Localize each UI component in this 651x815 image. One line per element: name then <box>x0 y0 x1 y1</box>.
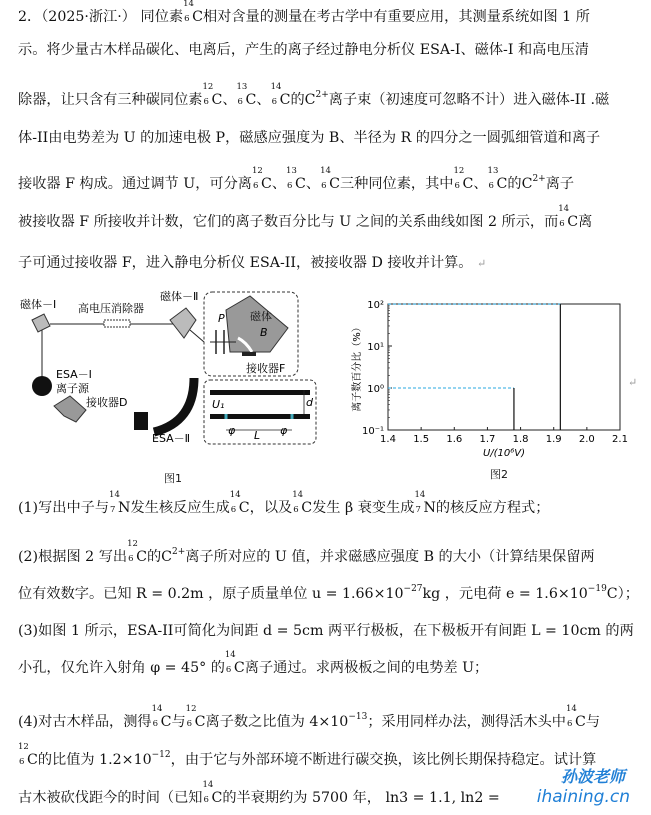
plot-frame <box>388 304 620 430</box>
d-label: d <box>306 396 313 409</box>
return-mark: ↵ <box>628 376 638 389</box>
problem-source: （2025·浙江·） <box>41 9 136 25</box>
question-2-line-2: 位有效数字。已知 R = 0.2m ，原子质量单位 $u = 1.66\times 10^{-27}kg$ ，元电荷 $e = 1.6\times 10^{-19}C$）； <box>18 584 639 602</box>
hv-cleaner-block <box>104 320 130 327</box>
hv-cleaner-label: 高电压消除器 <box>78 302 144 315</box>
question-4-line-2: 12 6 C的比值为 $1.2\times 10^{-12}$，由于它与外部环境不断进行碳交换，该比例长期保持稳定。试计算 <box>18 742 597 768</box>
y-tick-label: 10¹ <box>367 342 384 353</box>
x-tick-label: 1.4 <box>380 434 396 445</box>
isotope-c14: 14 6 C <box>270 82 291 108</box>
x-tick-label: 1.5 <box>413 434 430 445</box>
p-label: P <box>218 312 225 325</box>
problem-number: 2． <box>18 9 42 25</box>
x-tick-label: 1.7 <box>479 434 496 445</box>
u1-label: U₁ <box>212 398 225 411</box>
esa-1-sphere <box>32 376 52 396</box>
esa-1-label: ESA－Ⅰ <box>56 368 92 381</box>
problem-line-6: 被接收器 F 所接收并计数，它们的离子数百分比与 U 之间的关系曲线如图 2 所示，而 14 6 C离 <box>18 204 593 230</box>
isotope-c13: 13 6 C <box>236 82 257 108</box>
magnet-1-label: 磁体－Ⅰ <box>20 298 57 311</box>
question-1: (1)写出中子与 14 7 N发生核反应生成 14 6 C，以及 14 6 C发生 β 衰变生成 14 7 N的核反应方程式； <box>18 490 550 516</box>
l-label: L <box>254 429 261 442</box>
magnet-1-block <box>32 314 50 332</box>
x-tick-label: 2.1 <box>612 434 628 445</box>
ion-source-label: 离子源 <box>56 382 89 395</box>
receiver-d-block <box>134 412 148 430</box>
magnet-2-label: 磁体－Ⅱ <box>160 290 199 303</box>
x-tick-label: 1.6 <box>446 434 463 445</box>
y-tick-label: 10⁰ <box>367 384 384 395</box>
y-tick-label: 10² <box>367 300 384 311</box>
receiver-f-label: 接收器F <box>246 362 286 375</box>
problem-line-7: 子可通过接收器 F，进入静电分析仪 ESA-II，被接收器 D 接收并计算。 ↵ <box>18 255 487 271</box>
problem-line-2: 示。将少量古木样品碳化、电离后，产生的离子经过静电分析仪 ESA-I、磁体-I 和高电压清 <box>18 42 589 58</box>
isotope-c12: 12 6 C <box>202 82 223 108</box>
magnet-2-block <box>170 308 196 338</box>
x-tick-label: 1.9 <box>545 434 562 445</box>
text: 相对含量的测量在考古学中有重要应用，其测量系统如图 1 所 <box>202 9 590 25</box>
isotope-c14: 14 6 C <box>183 0 203 25</box>
question-3-line-2: 小孔，仅允许入射角 φ = 45° 的 14 6 C离子通过。求两极板之间的电势差 U； <box>18 650 489 676</box>
x-tick-label: 1.8 <box>512 434 529 445</box>
figure-1-caption: 图1 <box>164 472 182 485</box>
x-axis-label: U/(10⁶V) <box>482 448 526 459</box>
figure-1-diagram <box>14 282 344 477</box>
ion-source-block <box>54 396 86 422</box>
question-3-line-1: (3)如图 1 所示，ESA-II可简化为间距 d = 5cm 两平行极板，在下极板开有间距 L = 10cm 的两 <box>18 623 634 639</box>
y-axis-label: 离子数百分比（%） <box>352 322 363 412</box>
b-label: B <box>260 326 268 339</box>
figure-2-caption: 图2 <box>490 468 508 481</box>
watermark-brand: 孙波老师 <box>560 767 625 786</box>
question-2-line-1: (2)根据图 2 写出 12 6 C的$C^{2+}$离子所对应的 U 值，并求磁感应强度 B 的大小（计算结果保留两 <box>18 539 595 565</box>
problem-line-1 <box>18 0 633 28</box>
y-tick-label: 10⁻¹ <box>361 426 384 437</box>
x-tick-label: 2.0 <box>578 434 595 445</box>
phi-right-label: φ <box>280 424 288 437</box>
watermark-site: ihaining.cn <box>536 787 630 807</box>
magnet-inset-label: 磁体 <box>250 310 272 323</box>
question-4-line-1: (4)对古木样品，测得 14 6 C与 12 6 C离子数之比值为 $4\times 10^{-13}$；采用同样办法，测得活木头中 14 6 C与 <box>18 704 601 730</box>
problem-line-5: 接收器 F 构成。通过调节 U，可分离 12 6 C、 13 6 C、 14 6 C三种同位素，其中 12 6 C、 13 6 C的$C^{2+}$离子 <box>18 166 575 192</box>
figure-2-chart <box>348 282 633 477</box>
text: 同位素 <box>140 9 184 25</box>
phi-left-label: φ <box>228 424 236 437</box>
problem-line-3: 除器，让只含有三种碳同位素 12 6 C、 13 6 C、 14 6 C的$C^{2+}$离子束（初速度可忽略不计）进入磁体-II .磁 <box>18 84 633 111</box>
problem-line-4: 体-II由电势差为 U 的加速电极 P，磁感应强度为 B、半径为 R 的四分之一圆弧细管道和离子 <box>18 130 601 146</box>
esa-2-label: ESA－Ⅱ <box>152 432 191 445</box>
esa-2-arc <box>154 378 194 432</box>
question-4-line-3: 古木被砍伐距今的时间（已知 14 6 C的半衰期约为 5700 年， ln3 = 1.1, ln2 = <box>18 780 500 806</box>
receiver-d-label: 接收器D <box>86 396 128 409</box>
